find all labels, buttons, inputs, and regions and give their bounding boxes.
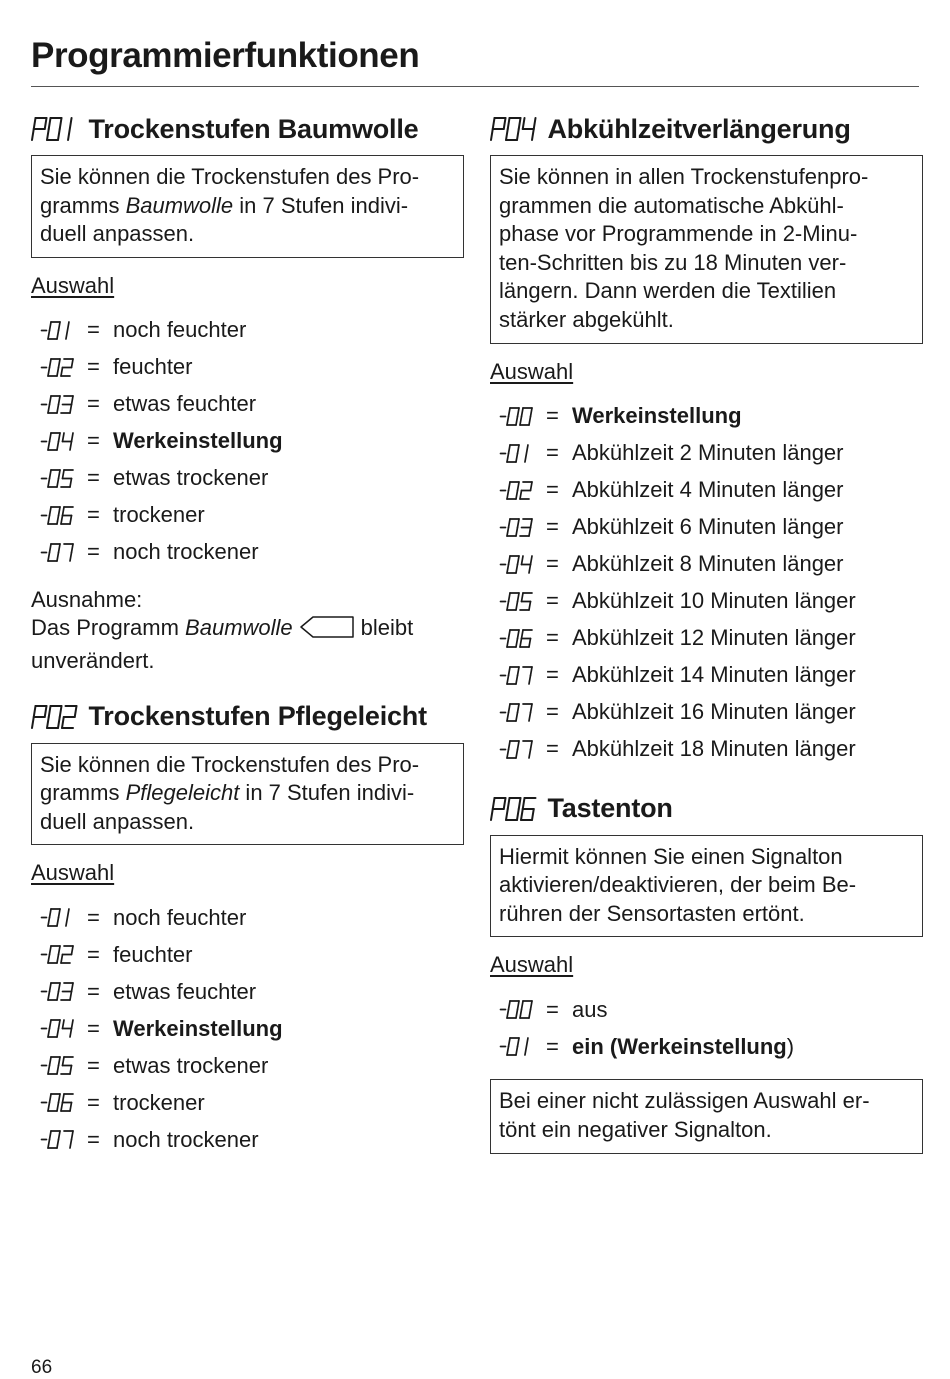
option-label bbox=[572, 514, 844, 540]
info-line: längern. Dann werden die Textilien bbox=[499, 278, 837, 304]
option-item bbox=[490, 991, 923, 1028]
option-label bbox=[113, 354, 193, 380]
option-item bbox=[490, 657, 923, 694]
program-name: Pflegeleicht bbox=[125, 780, 240, 806]
option-code-icon bbox=[31, 505, 87, 526]
option-equals: = bbox=[87, 391, 100, 417]
option-item bbox=[31, 460, 464, 497]
option-equals: = bbox=[546, 588, 559, 614]
option-equals: = bbox=[546, 736, 559, 762]
option-code-icon bbox=[490, 517, 546, 538]
option-equals: = bbox=[546, 440, 559, 466]
title-divider bbox=[31, 86, 919, 87]
option-label bbox=[113, 317, 246, 343]
warning-box bbox=[490, 1079, 923, 1153]
option-label-text: etwas trockener bbox=[113, 465, 269, 491]
option-equals: = bbox=[546, 514, 559, 540]
option-item bbox=[490, 472, 923, 509]
option-label bbox=[113, 1127, 259, 1153]
option-code-icon bbox=[490, 406, 546, 427]
info-line: tönt ein negativer Signalton. bbox=[499, 1116, 772, 1142]
option-label-text: Abkühlzeit 4 Minuten länger bbox=[572, 477, 844, 503]
option-label-text: Abkühlzeit 8 Minuten länger bbox=[572, 551, 844, 577]
option-item bbox=[31, 1121, 464, 1158]
info-line: aktivieren/deaktivieren, der beim Be- bbox=[499, 872, 857, 898]
page-number: 66 bbox=[31, 1357, 53, 1378]
option-code-icon bbox=[31, 1018, 87, 1039]
option-equals: = bbox=[87, 317, 100, 343]
option-label bbox=[113, 1090, 205, 1116]
option-item bbox=[31, 1084, 464, 1121]
option-label-text: Abkühlzeit 2 Minuten länger bbox=[572, 440, 844, 466]
option-label-text: Abkühlzeit 14 Minuten länger bbox=[572, 662, 856, 688]
option-code-icon bbox=[490, 480, 546, 501]
option-label-text: etwas feuchter bbox=[113, 978, 257, 1004]
exception-note bbox=[31, 586, 464, 676]
option-equals: = bbox=[546, 403, 559, 429]
option-label-text: Abkühlzeit 12 Minuten länger bbox=[572, 625, 856, 651]
option-label-text: Werkeinstellung bbox=[113, 428, 283, 454]
option-equals: = bbox=[546, 996, 559, 1022]
section-p01 bbox=[31, 112, 464, 676]
option-equals: = bbox=[87, 428, 100, 454]
option-code-icon bbox=[31, 394, 87, 415]
option-label-text: feuchter bbox=[113, 354, 193, 380]
option-equals: = bbox=[87, 1126, 100, 1152]
section-p04 bbox=[490, 112, 923, 768]
option-label bbox=[113, 539, 259, 565]
option-label-text: noch trockener bbox=[113, 1126, 259, 1152]
option-item bbox=[490, 546, 923, 583]
option-item bbox=[490, 583, 923, 620]
option-label-suffix: ) bbox=[786, 1033, 795, 1059]
option-code-icon bbox=[31, 907, 87, 928]
info-line: Sie können in allen Trockenstufenpro- bbox=[499, 164, 869, 189]
section-heading bbox=[490, 792, 923, 826]
option-item bbox=[490, 509, 923, 546]
info-text: in 7 Stufen indivi- bbox=[233, 192, 409, 218]
option-equals: = bbox=[87, 539, 100, 565]
option-label bbox=[113, 391, 256, 417]
option-equals: = bbox=[87, 1052, 100, 1078]
note-text: bleibt bbox=[360, 615, 414, 641]
option-list bbox=[490, 991, 923, 1065]
option-equals: = bbox=[87, 1089, 100, 1115]
option-equals: = bbox=[87, 1015, 100, 1041]
option-code-icon bbox=[490, 591, 546, 612]
info-text: gramms bbox=[40, 192, 126, 218]
section-title: Trockenstufen Pflegeleicht bbox=[88, 701, 427, 732]
display-code-icon bbox=[31, 116, 89, 142]
info-line: duell anpassen. bbox=[40, 221, 195, 247]
option-label bbox=[572, 699, 856, 725]
option-item bbox=[490, 731, 923, 768]
section-heading bbox=[31, 112, 464, 146]
option-label bbox=[572, 403, 742, 429]
option-equals: = bbox=[87, 465, 100, 491]
option-label bbox=[572, 551, 844, 577]
section-heading bbox=[490, 112, 923, 146]
option-label-text: Abkühlzeit 6 Minuten länger bbox=[572, 514, 844, 540]
option-code-icon bbox=[31, 981, 87, 1002]
option-label bbox=[572, 625, 856, 651]
option-item bbox=[31, 1010, 464, 1047]
option-code-icon bbox=[490, 628, 546, 649]
option-equals: = bbox=[87, 904, 100, 930]
option-label bbox=[572, 662, 856, 688]
info-line: Hiermit können Sie einen Signalton bbox=[499, 843, 843, 869]
option-label-text: Abkühlzeit 10 Minuten länger bbox=[572, 588, 856, 614]
option-label bbox=[113, 465, 268, 491]
option-code-icon bbox=[31, 1129, 87, 1150]
option-item bbox=[31, 534, 464, 571]
note-text: Das Programm bbox=[31, 615, 186, 641]
section-title: Abkühlzeitverlängerung bbox=[547, 113, 851, 144]
option-code-icon bbox=[490, 702, 546, 723]
option-label bbox=[572, 1034, 794, 1060]
selection-heading: Auswahl bbox=[490, 952, 574, 978]
option-code-icon bbox=[31, 542, 87, 563]
info-line bbox=[40, 192, 455, 221]
program-key-icon bbox=[299, 615, 355, 647]
section-title: Trockenstufen Baumwolle bbox=[88, 113, 419, 144]
option-equals: = bbox=[87, 978, 100, 1004]
option-equals: = bbox=[546, 551, 559, 577]
program-name: Baumwolle bbox=[125, 192, 234, 218]
option-label bbox=[113, 428, 283, 454]
display-code-icon bbox=[31, 704, 89, 730]
info-line: stärker abgekühlt. bbox=[499, 306, 674, 332]
note-line bbox=[31, 614, 464, 647]
note-line: unverändert. bbox=[31, 647, 155, 673]
option-equals: = bbox=[546, 1033, 559, 1059]
info-text: gramms bbox=[40, 780, 126, 806]
info-box bbox=[490, 835, 923, 938]
info-line bbox=[40, 779, 455, 808]
section-heading bbox=[31, 700, 464, 734]
option-code-icon bbox=[31, 1055, 87, 1076]
page-title: Programmierfunktionen bbox=[31, 36, 420, 75]
option-equals: = bbox=[87, 502, 100, 528]
info-line: Sie können die Trockenstufen des Pro- bbox=[40, 164, 420, 189]
option-label bbox=[572, 997, 607, 1023]
option-label-text: etwas trockener bbox=[113, 1052, 269, 1078]
option-equals: = bbox=[546, 699, 559, 725]
option-label-text: Werkeinstellung bbox=[572, 403, 742, 429]
note-heading: Ausnahme: bbox=[31, 586, 143, 612]
option-item bbox=[490, 620, 923, 657]
info-line: Sie können die Trockenstufen des Pro- bbox=[40, 751, 420, 777]
option-item bbox=[31, 497, 464, 534]
option-label-text: noch feuchter bbox=[113, 317, 247, 343]
option-label bbox=[572, 477, 844, 503]
info-box bbox=[31, 743, 464, 846]
option-code-icon bbox=[31, 468, 87, 489]
option-code-icon bbox=[490, 999, 546, 1020]
option-code-icon bbox=[490, 739, 546, 760]
option-item bbox=[31, 312, 464, 349]
info-line: Bei einer nicht zulässigen Auswahl er- bbox=[499, 1088, 870, 1114]
option-item bbox=[31, 423, 464, 460]
option-item bbox=[31, 349, 464, 386]
option-code-icon bbox=[490, 1036, 546, 1057]
option-list bbox=[31, 312, 464, 571]
info-line: rühren der Sensortasten ertönt. bbox=[499, 900, 805, 926]
option-code-icon bbox=[490, 665, 546, 686]
option-label-text: noch feuchter bbox=[113, 904, 247, 930]
option-label-text: trockener bbox=[113, 1089, 205, 1115]
option-label-text: feuchter bbox=[113, 941, 193, 967]
option-label-text: Werkeinstellung bbox=[113, 1015, 283, 1041]
option-equals: = bbox=[87, 941, 100, 967]
option-label bbox=[113, 905, 246, 931]
program-name: Baumwolle bbox=[185, 615, 293, 641]
display-code-icon bbox=[490, 116, 548, 142]
section-p06 bbox=[490, 792, 923, 1154]
option-label bbox=[572, 440, 844, 466]
right-column bbox=[490, 112, 923, 1154]
option-code-icon bbox=[31, 1092, 87, 1113]
option-label bbox=[113, 942, 193, 968]
option-label bbox=[113, 1053, 268, 1079]
option-list bbox=[31, 899, 464, 1158]
option-label-text: Abkühlzeit 16 Minuten länger bbox=[572, 699, 856, 725]
option-code-icon bbox=[31, 431, 87, 452]
option-code-icon bbox=[31, 357, 87, 378]
option-code-icon bbox=[490, 554, 546, 575]
display-code-icon bbox=[490, 796, 548, 822]
option-code-icon bbox=[31, 944, 87, 965]
option-equals: = bbox=[546, 477, 559, 503]
option-label bbox=[113, 502, 205, 528]
option-label bbox=[113, 979, 256, 1005]
info-line: grammen die automatische Abkühl- bbox=[499, 192, 844, 218]
option-equals: = bbox=[87, 354, 100, 380]
option-label bbox=[572, 736, 856, 762]
option-label bbox=[572, 588, 856, 614]
option-label-text: etwas feuchter bbox=[113, 391, 257, 417]
left-column bbox=[31, 112, 464, 1158]
option-item bbox=[490, 694, 923, 731]
info-text: in 7 Stufen indivi- bbox=[239, 780, 415, 806]
option-item bbox=[490, 435, 923, 472]
selection-heading: Auswahl bbox=[490, 358, 574, 384]
option-item bbox=[31, 899, 464, 936]
option-label bbox=[113, 1016, 283, 1042]
selection-heading: Auswahl bbox=[31, 860, 115, 886]
option-item bbox=[31, 386, 464, 423]
option-label-text: trockener bbox=[113, 502, 205, 528]
option-code-icon bbox=[490, 443, 546, 464]
option-item bbox=[31, 936, 464, 973]
info-line: phase vor Programmende in 2-Minu- bbox=[499, 221, 858, 247]
option-equals: = bbox=[546, 625, 559, 651]
section-title: Tastenton bbox=[547, 793, 673, 824]
selection-heading: Auswahl bbox=[31, 272, 115, 298]
info-line: ten-Schritten bis zu 18 Minuten ver- bbox=[499, 249, 847, 275]
info-box bbox=[490, 155, 923, 344]
option-label-text: ein (Werkeinstellung bbox=[572, 1033, 787, 1059]
option-equals: = bbox=[546, 662, 559, 688]
option-item bbox=[31, 1047, 464, 1084]
option-label-text: aus bbox=[572, 996, 608, 1022]
option-label-text: noch trockener bbox=[113, 539, 259, 565]
option-item bbox=[490, 398, 923, 435]
option-code-icon bbox=[31, 320, 87, 341]
option-item bbox=[31, 973, 464, 1010]
option-label-text: Abkühlzeit 18 Minuten länger bbox=[572, 736, 856, 762]
info-box bbox=[31, 155, 464, 258]
section-p02 bbox=[31, 700, 464, 1159]
info-line: duell anpassen. bbox=[40, 808, 195, 834]
option-list bbox=[490, 398, 923, 768]
option-item bbox=[490, 1028, 923, 1065]
